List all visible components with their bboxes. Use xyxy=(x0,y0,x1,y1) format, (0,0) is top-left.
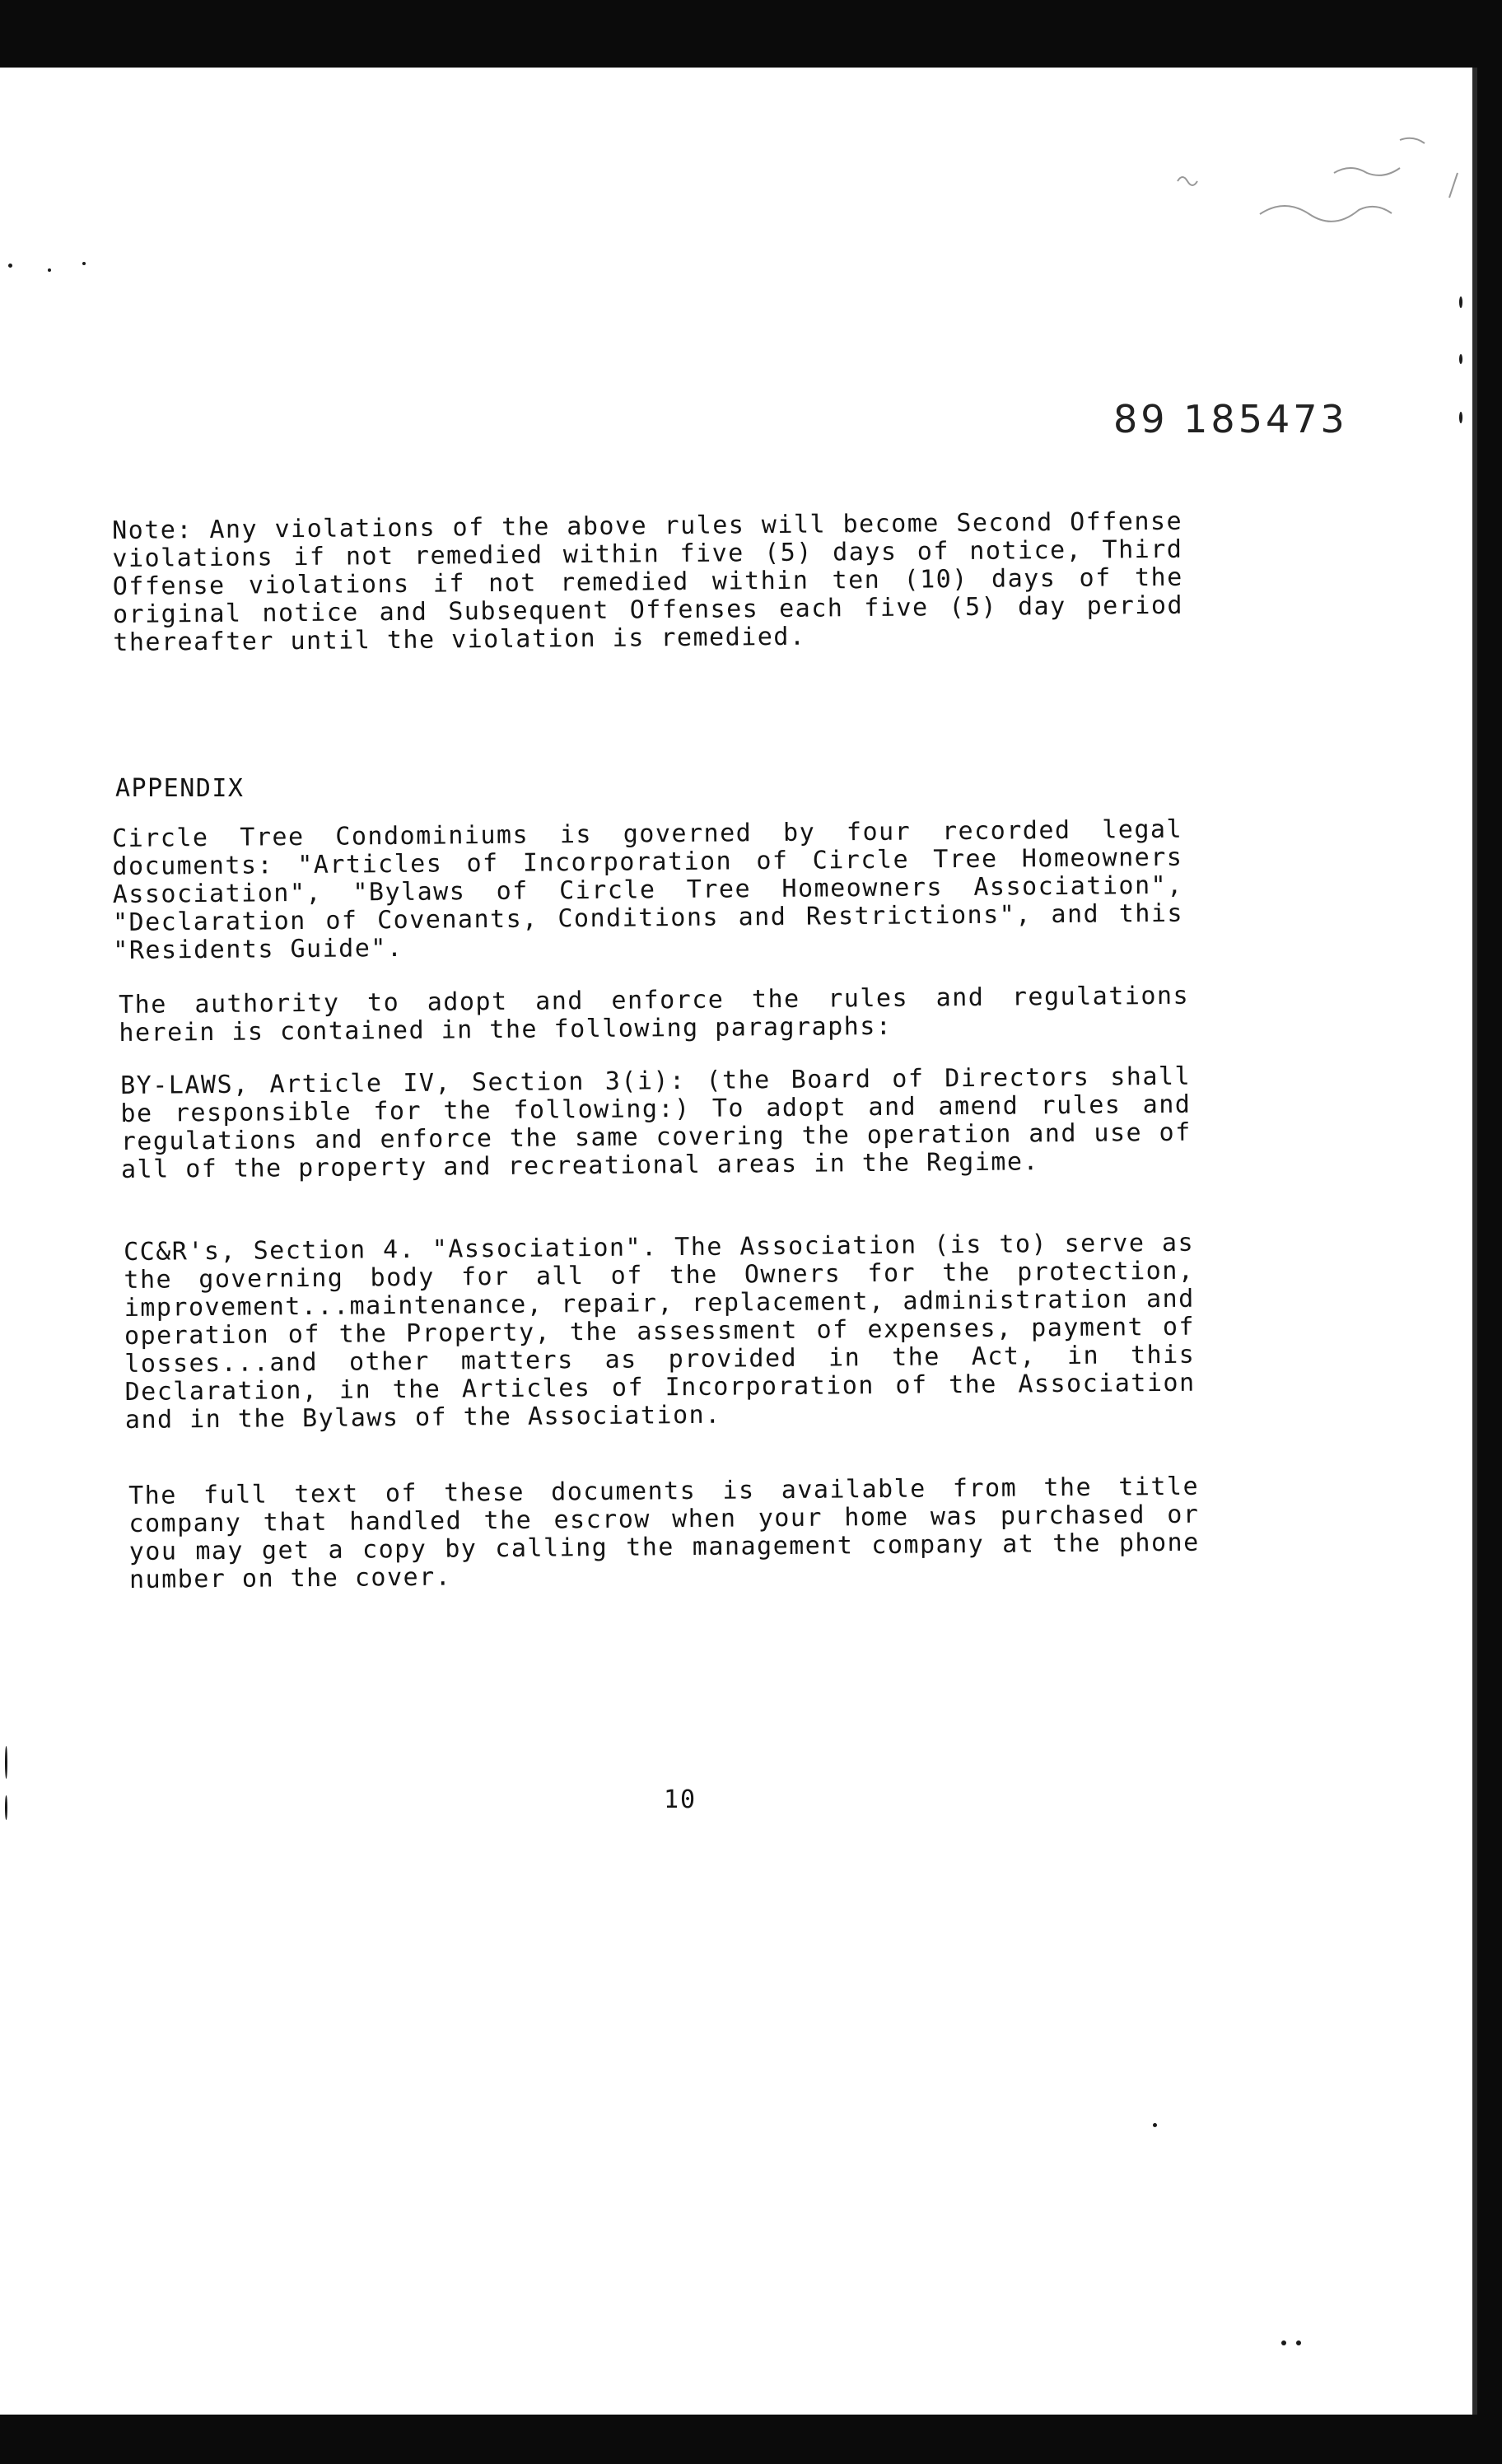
scan-speck xyxy=(48,268,51,272)
scan-speck xyxy=(5,1746,7,1779)
scan-speck xyxy=(1153,2123,1157,2127)
scan-speck xyxy=(1459,354,1462,364)
appendix-heading: APPENDIX xyxy=(115,774,245,803)
appendix-paragraph-full-text: The full text of these documents is available from the title company that handled the escrow when your home was purchased or you may get a copy by calling the management company at the phone number on the cover. xyxy=(128,1472,1200,1594)
scan-border-bottom xyxy=(0,2415,1502,2464)
scan-speck xyxy=(82,262,86,265)
scan-border-top xyxy=(0,0,1502,68)
scan-speck xyxy=(1459,412,1462,423)
appendix-paragraph-authority: The authority to adopt and enforce the rules and regulations herein is contained in the following paragraphs: xyxy=(118,981,1190,1048)
document-number: 89 185473 xyxy=(1113,397,1348,441)
scan-speck xyxy=(1296,2340,1301,2345)
scan-speck xyxy=(1281,2340,1286,2345)
appendix-paragraph-bylaws: BY-LAWS, Article IV, Section 3(i): (the Board of Directors shall be responsible for the following:) To adopt and amend rules and regulations and enforce the same covering the operation and use of all of the property and recreational areas in the Regime. xyxy=(119,1062,1192,1184)
page-number: 10 xyxy=(664,1785,697,1814)
scan-speck xyxy=(8,264,12,268)
scan-border-right xyxy=(1477,0,1502,2464)
scan-speck xyxy=(1459,296,1462,308)
appendix-paragraph-governing-documents: Circle Tree Condominiums is governed by four recorded legal documents: "Articles of Incorporation of Circle Tree Homeowners Association", "Bylaws of Circle Tree Homeowners Association", "Declaration of Covenants, Conditions and Restrictions", and this "Residents Guide". xyxy=(111,814,1184,965)
faint-stamp-marks xyxy=(1153,124,1499,239)
note-paragraph: Note: Any violations of the above rules will become Second Offense violations if not remedied within five (5) days of notice, Third Offense violations if not remedied within ten (10) days of the original notice and Subsequent Offenses each five (5) day period thereafter until the violation is remedied. xyxy=(111,506,1184,657)
scan-speck xyxy=(5,1795,7,1820)
scan-border-right-shadow xyxy=(1472,68,1477,2415)
appendix-paragraph-ccrs: CC&R's, Section 4. "Association". The Association (is to) serve as the governing body for all of the Owners for the protection, improvement...maintenance, repair, replacement, administration and operation of the Property, the assessment of expenses, payment of losses...and other matters as provided in the Act, in this Declaration, in the Articles of Incorporation of the Association and in the Bylaws of the Association. xyxy=(123,1228,1196,1435)
